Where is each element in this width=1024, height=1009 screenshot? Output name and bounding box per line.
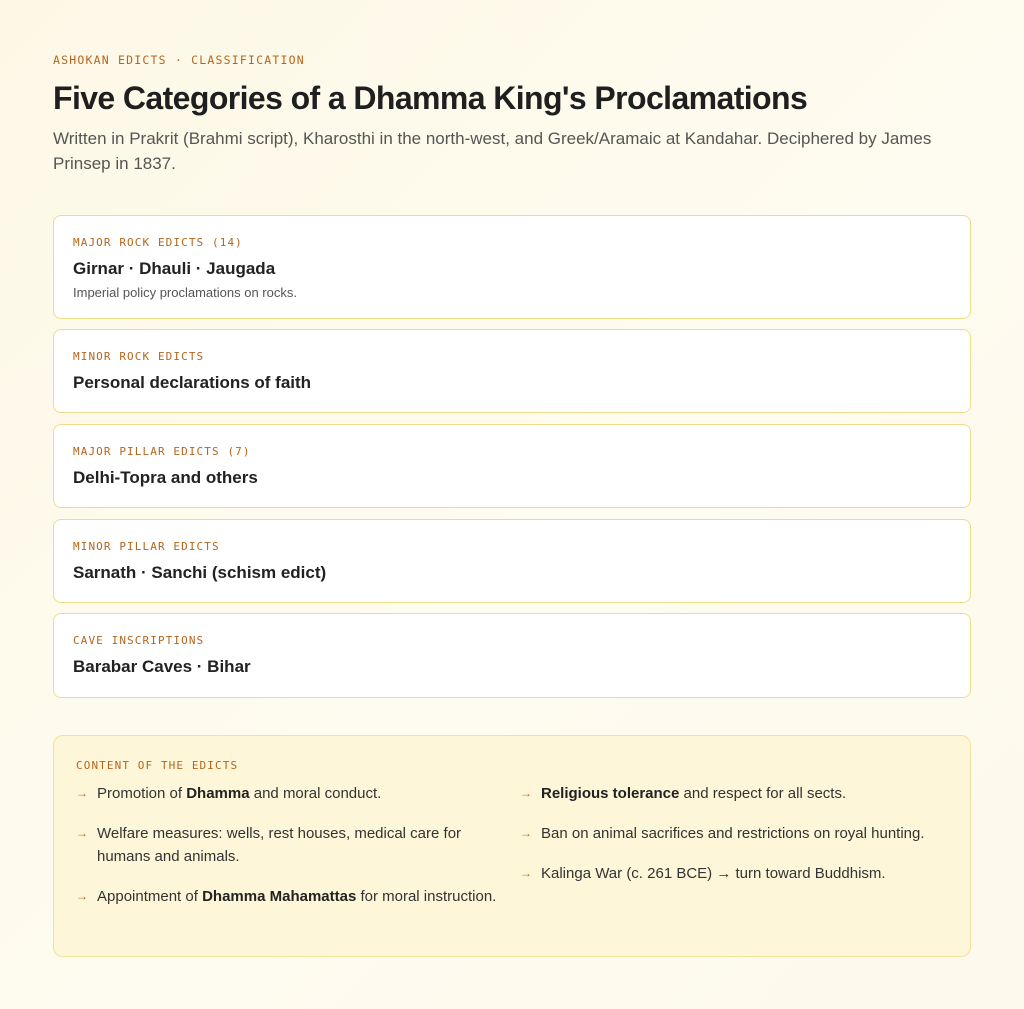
arrow-icon: → bbox=[520, 866, 532, 880]
card-title: Girnar · Dhauli · Jaugada bbox=[73, 259, 276, 278]
arrow-icon: → bbox=[76, 786, 88, 800]
list-item: → Religious tolerance and respect for all sects. bbox=[520, 782, 944, 805]
list-item: → Promotion of Dhamma and moral conduct. bbox=[76, 782, 500, 805]
arrow-icon: → bbox=[76, 889, 88, 903]
eyebrow-label: ASHOKAN EDICTS · CLASSIFICATION bbox=[53, 53, 305, 67]
card-tag: MINOR PILLAR EDICTS bbox=[73, 540, 220, 553]
list-item: → Kalinga War (c. 261 BCE) → turn toward Buddhism. bbox=[520, 862, 944, 885]
card-title: Delhi-Topra and others bbox=[73, 468, 258, 487]
content-column-right bbox=[520, 782, 944, 925]
list-item: → Ban on animal sacrifices and restrictions on royal hunting. bbox=[520, 822, 944, 845]
arrow-icon: → bbox=[520, 786, 532, 800]
content-column-left bbox=[76, 782, 500, 925]
card-tag: CAVE INSCRIPTIONS bbox=[73, 634, 205, 647]
card-title: Barabar Caves · Bihar bbox=[73, 657, 251, 676]
page-title: Five Categories of a Dhamma King's Proclamations bbox=[53, 80, 808, 116]
category-card-major-pillar bbox=[53, 424, 971, 508]
card-tag: MINOR ROCK EDICTS bbox=[73, 350, 205, 363]
list-item: → Welfare measures: wells, rest houses, medical care for humans and animals. bbox=[76, 822, 500, 868]
list-item: → Appointment of Dhamma Mahamattas for moral instruction. bbox=[76, 885, 500, 908]
arrow-icon: → bbox=[76, 826, 88, 840]
card-title: Personal declarations of faith bbox=[73, 373, 312, 392]
page-subtitle: Written in Prakrit (Brahmi script), Kharosthi in the north-west, and Greek/Aramaic at Kandahar. Deciphered by James Prinsep in 1837. bbox=[53, 129, 932, 173]
category-card-major-rock bbox=[53, 215, 971, 319]
card-description: Imperial policy proclamations on rocks. bbox=[73, 285, 297, 300]
card-title: Sarnath · Sanchi (schism edict) bbox=[73, 563, 327, 582]
card-tag: MAJOR ROCK EDICTS (14) bbox=[73, 236, 243, 249]
content-tag: CONTENT OF THE EDICTS bbox=[76, 759, 239, 772]
edict-content-panel bbox=[53, 735, 971, 957]
arrow-icon: → bbox=[520, 826, 532, 840]
card-tag: MAJOR PILLAR EDICTS (7) bbox=[73, 445, 251, 458]
category-card-minor-rock bbox=[53, 329, 971, 413]
content-columns bbox=[76, 782, 948, 925]
category-card-minor-pillar bbox=[53, 519, 971, 603]
category-card-cave bbox=[53, 613, 971, 698]
